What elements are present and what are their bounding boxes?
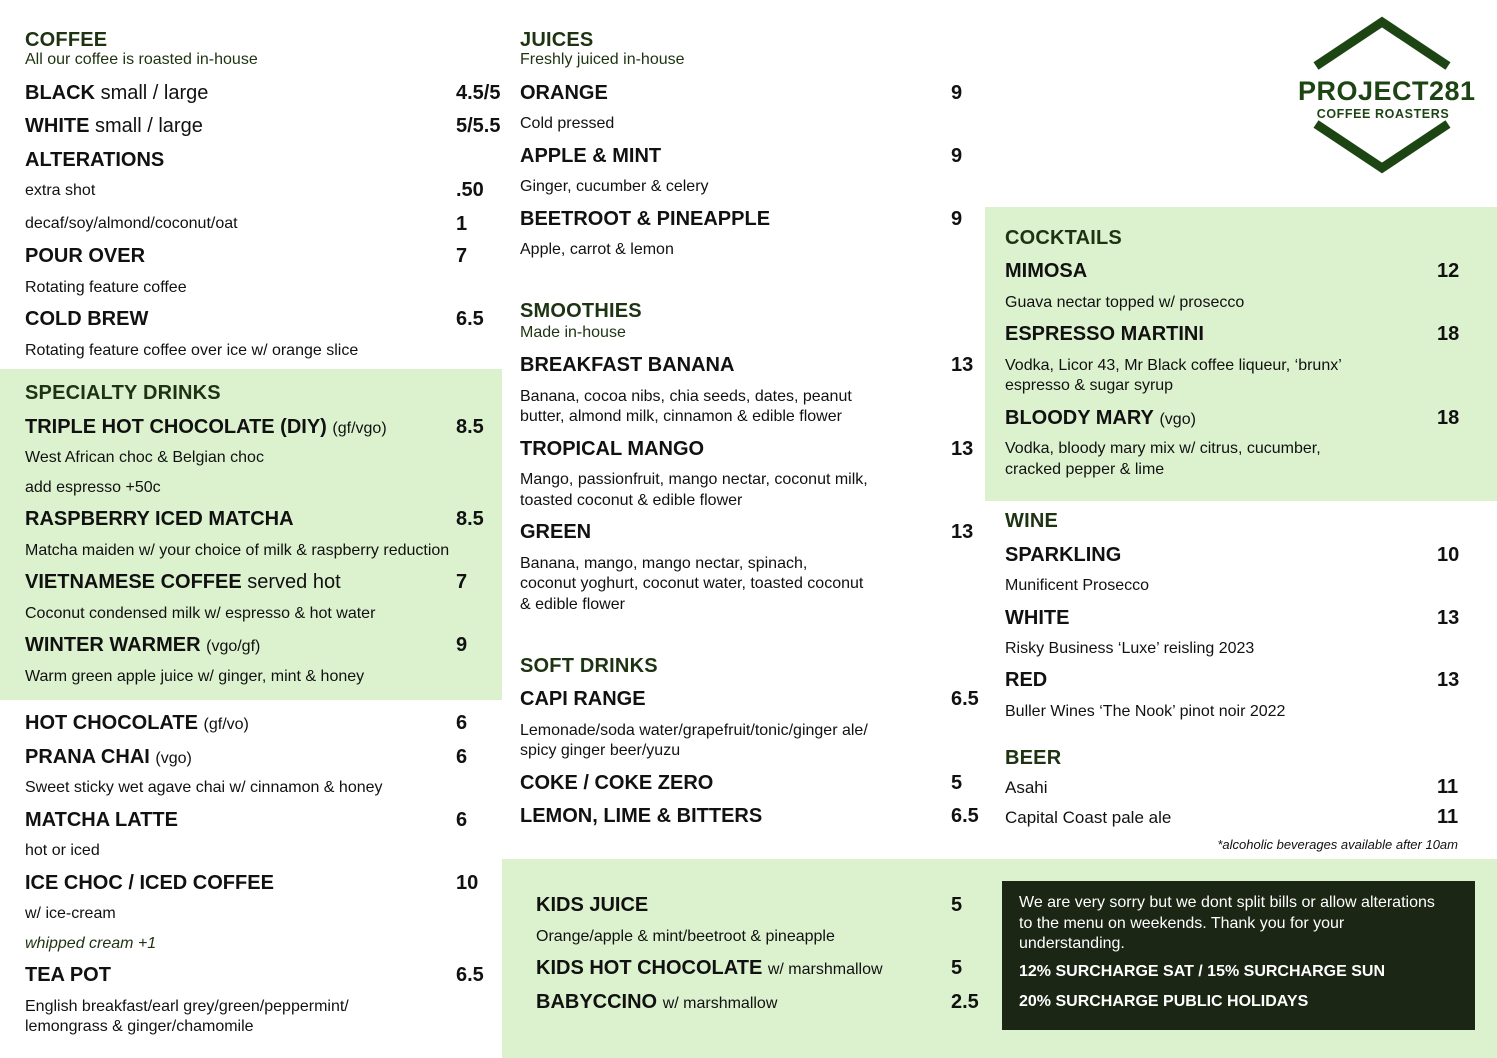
price-beetroot-pineapple: 9: [951, 208, 963, 230]
desc-wine-red: Buller Wines ‘The Nook’ pinot noir 2022: [1005, 703, 1286, 720]
desc-green-3: & edible flower: [520, 596, 625, 613]
desc-espresso-martini-1: Vodka, Licor 43, Mr Black coffee liqueur, ‘brunx’: [1005, 357, 1342, 374]
desc-green-2: coconut yoghurt, coconut water, toasted coconut: [520, 575, 864, 592]
price-milk: 1: [456, 213, 468, 235]
cocktails-title: COCKTAILS: [1005, 227, 1122, 249]
price-winter-warmer: 9: [456, 634, 468, 656]
alcohol-footnote: *alcoholic beverages available after 10am: [1217, 837, 1458, 852]
menu-item-vietnamese-coffee: VIETNAMESE COFFEE served hot: [25, 571, 341, 593]
price-wine-red: 13: [1437, 669, 1460, 691]
wine-title: WINE: [1005, 510, 1059, 532]
addon-espresso: add espresso +50c: [25, 479, 161, 496]
alteration-extra-shot: extra shot: [25, 182, 96, 199]
weekend-notice: [1002, 881, 1475, 1030]
menu-item-capital-coast: Capital Coast pale ale: [1005, 808, 1172, 827]
desc-cold-brew: Rotating feature coffee over ice w/ orange slice: [25, 342, 359, 359]
alteration-milk: decaf/soy/almond/coconut/oat: [25, 215, 238, 232]
price-espresso-martini: 18: [1437, 323, 1460, 345]
price-coke: 5: [951, 772, 963, 794]
desc-vietnamese-coffee: Coconut condensed milk w/ espresso & hot water: [25, 605, 376, 622]
desc-sparkling: Munificent Prosecco: [1005, 577, 1150, 594]
menu-item-triple-hot-chocolate: TRIPLE HOT CHOCOLATE (DIY) (gf/vgo): [25, 416, 387, 438]
price-orange: 9: [951, 82, 963, 104]
price-breakfast-banana: 13: [951, 354, 974, 376]
desc-bloody-mary-2: cracked pepper & lime: [1005, 461, 1165, 478]
price-vietnamese-coffee: 7: [456, 571, 468, 593]
smoothies-title: SMOOTHIES: [520, 300, 642, 322]
menu-item-tea-pot: TEA POT: [25, 964, 111, 986]
menu-item-kids-hot-chocolate: KIDS HOT CHOCOLATE w/ marshmallow: [536, 957, 883, 979]
price-capi-range: 6.5: [951, 688, 979, 710]
menu-item-lemon-lime-bitters: LEMON, LIME & BITTERS: [520, 805, 763, 827]
soft-drinks-title: SOFT DRINKS: [520, 655, 658, 677]
menu-item-espresso-martini: ESPRESSO MARTINI: [1005, 323, 1204, 345]
price-wine-white: 13: [1437, 607, 1460, 629]
price-sparkling: 10: [1437, 544, 1460, 566]
menu-item-coke: COKE / COKE ZERO: [520, 772, 714, 794]
desc-breakfast-banana-1: Banana, cocoa nibs, chia seeds, dates, peanut: [520, 388, 852, 405]
menu-item-capi-range: CAPI RANGE: [520, 688, 646, 710]
menu-item-sparkling: SPARKLING: [1005, 544, 1122, 566]
desc-raspberry-iced-matcha: Matcha maiden w/ your choice of milk & raspberry reduction: [25, 542, 450, 559]
menu-item-matcha-latte: MATCHA LATTE: [25, 809, 178, 831]
coffee-subtitle: All our coffee is roasted in-house: [25, 51, 258, 68]
smoothies-subtitle: Made in-house: [520, 324, 626, 341]
price-mimosa: 12: [1437, 260, 1460, 282]
price-apple-mint: 9: [951, 145, 963, 167]
notice-message: We are very sorry but we dont split bills or allow alterations to the menu on weekends. Thank you for your understanding.: [1019, 894, 1435, 952]
desc-orange: Cold pressed: [520, 115, 615, 132]
juices-title: JUICES: [520, 29, 594, 51]
desc-tea-pot-1: English breakfast/earl grey/green/peppermint/: [25, 998, 349, 1015]
price-black: 4.5/5: [456, 82, 501, 104]
price-hot-chocolate: 6: [456, 712, 468, 734]
menu-item-orange: ORANGE: [520, 82, 608, 104]
price-tropical-mango: 13: [951, 438, 974, 460]
menu-item-raspberry-iced-matcha: RASPBERRY ICED MATCHA: [25, 508, 294, 530]
desc-mimosa: Guava nectar topped w/ prosecco: [1005, 294, 1245, 311]
price-triple-hot-chocolate: 8.5: [456, 416, 484, 438]
price-kids-juice: 5: [951, 894, 963, 916]
menu-item-pour-over: POUR OVER: [25, 245, 146, 267]
desc-ice-choc: w/ ice-cream: [25, 905, 116, 922]
surcharge-holiday: 20% SURCHARGE PUBLIC HOLIDAYS: [1019, 993, 1309, 1010]
price-babyccino: 2.5: [951, 991, 979, 1013]
price-capital-coast: 11: [1437, 806, 1459, 828]
price-asahi: 11: [1437, 776, 1459, 798]
price-raspberry-iced-matcha: 8.5: [456, 508, 484, 530]
menu-item-bloody-mary: BLOODY MARY (vgo): [1005, 407, 1196, 429]
desc-tea-pot-2: lemongrass & ginger/chamomile: [25, 1018, 254, 1035]
brand-tagline: COFFEE ROASTERS: [1316, 107, 1450, 121]
desc-apple-mint: Ginger, cucumber & celery: [520, 178, 709, 195]
menu-item-winter-warmer: WINTER WARMER (vgo/gf): [25, 634, 261, 656]
menu-item-apple-mint: APPLE & MINT: [520, 145, 662, 167]
menu-item-asahi: Asahi: [1005, 778, 1048, 797]
desc-prana-chai: Sweet sticky wet agave chai w/ cinnamon & honey: [25, 779, 383, 796]
price-prana-chai: 6: [456, 746, 468, 768]
desc-capi-range-2: spicy ginger beer/yuzu: [520, 742, 681, 759]
brand-logo: [1298, 16, 1476, 178]
coffee-title: COFFEE: [25, 29, 108, 51]
price-matcha-latte: 6: [456, 809, 468, 831]
desc-beetroot-pineapple: Apple, carrot & lemon: [520, 241, 674, 258]
menu-item-kids-juice: KIDS JUICE: [536, 894, 649, 916]
menu-item-prana-chai: PRANA CHAI (vgo): [25, 746, 192, 768]
desc-breakfast-banana-2: butter, almond milk, cinnamon & edible flower: [520, 408, 842, 425]
addon-whipped-cream: whipped cream +1: [25, 935, 157, 952]
beer-title: BEER: [1005, 747, 1062, 769]
menu-item-babyccino: BABYCCINO w/ marshmallow: [536, 991, 778, 1013]
desc-triple-hot-chocolate: West African choc & Belgian choc: [25, 449, 264, 466]
price-tea-pot: 6.5: [456, 964, 484, 986]
desc-pour-over: Rotating feature coffee: [25, 279, 187, 296]
surcharge-weekend: 12% SURCHARGE SAT / 15% SURCHARGE SUN: [1019, 963, 1385, 980]
menu-item-wine-white: WHITE: [1005, 607, 1070, 629]
juices-subtitle: Freshly juiced in-house: [520, 51, 685, 68]
menu-item-tropical-mango: TROPICAL MANGO: [520, 438, 705, 460]
menu-item-alterations: ALTERATIONS: [25, 149, 165, 171]
menu-item-mimosa: MIMOSA: [1005, 260, 1088, 282]
price-pour-over: 7: [456, 245, 468, 267]
price-white: 5/5.5: [456, 115, 501, 137]
desc-green-1: Banana, mango, mango nectar, spinach,: [520, 555, 808, 572]
desc-tropical-mango-1: Mango, passionfruit, mango nectar, coconut milk,: [520, 471, 868, 488]
menu-item-cold-brew: COLD BREW: [25, 308, 149, 330]
price-kids-hot-chocolate: 5: [951, 957, 963, 979]
desc-tropical-mango-2: toasted coconut & edible flower: [520, 492, 743, 509]
menu-item-ice-choc: ICE CHOC / ICED COFFEE: [25, 872, 274, 894]
price-cold-brew: 6.5: [456, 308, 484, 330]
price-ice-choc: 10: [456, 872, 479, 894]
desc-kids-juice: Orange/apple & mint/beetroot & pineapple: [536, 928, 835, 945]
menu-item-hot-chocolate: HOT CHOCOLATE (gf/vo): [25, 712, 249, 734]
menu-item-white: WHITE small / large: [25, 115, 203, 137]
menu-item-wine-red: RED: [1005, 669, 1048, 691]
specialty-title: SPECIALTY DRINKS: [25, 382, 221, 404]
desc-matcha-latte: hot or iced: [25, 842, 100, 859]
desc-capi-range-1: Lemonade/soda water/grapefruit/tonic/ginger ale/: [520, 722, 868, 739]
brand-name: PROJECT281: [1298, 76, 1476, 106]
menu-item-green: GREEN: [520, 521, 592, 543]
menu-item-black: BLACK small / large: [25, 82, 209, 104]
desc-bloody-mary-1: Vodka, bloody mary mix w/ citrus, cucumber,: [1005, 440, 1321, 457]
desc-espresso-martini-2: espresso & sugar syrup: [1005, 377, 1174, 394]
desc-wine-white: Risky Business ‘Luxe’ reisling 2023: [1005, 640, 1255, 657]
price-extra-shot: .50: [456, 179, 484, 201]
price-lemon-lime-bitters: 6.5: [951, 805, 979, 827]
menu-item-beetroot-pineapple: BEETROOT & PINEAPPLE: [520, 208, 771, 230]
price-green: 13: [951, 521, 974, 543]
price-bloody-mary: 18: [1437, 407, 1460, 429]
menu-item-breakfast-banana: BREAKFAST BANANA: [520, 354, 735, 376]
desc-winter-warmer: Warm green apple juice w/ ginger, mint & honey: [25, 668, 365, 685]
